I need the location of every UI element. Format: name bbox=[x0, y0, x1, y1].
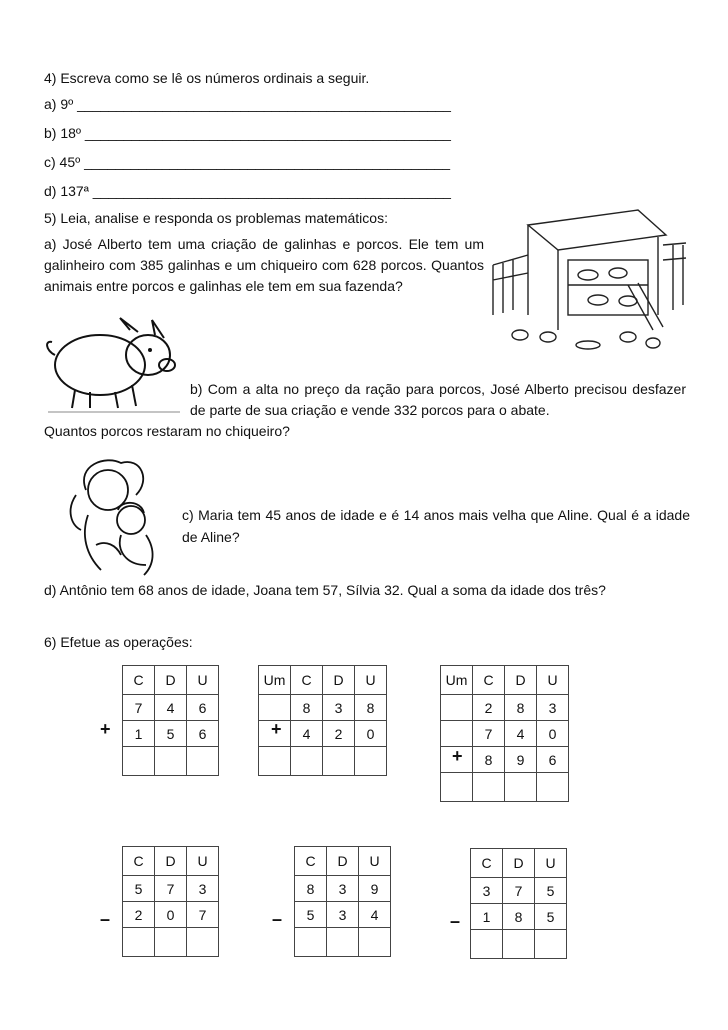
q4-item-a-label: a) 9º bbox=[44, 96, 74, 112]
answer-cell[interactable] bbox=[327, 928, 359, 957]
q5-problem-a: a) José Alberto tem uma criação de galinhas e porcos. Ele tem um galinheiro com 385 galinhas e um chiqueiro com 628 porcos. Quantos animais entre porcos e galinhas ele tem em sua fazenda? bbox=[44, 236, 484, 294]
mother-child-icon bbox=[66, 455, 176, 580]
header-u: U bbox=[355, 666, 387, 695]
digit-cell: 2 bbox=[123, 902, 155, 928]
answer-cell[interactable] bbox=[155, 747, 187, 776]
digit-cell: 8 bbox=[291, 695, 323, 721]
digit-cell: 8 bbox=[505, 695, 537, 721]
digit-cell: 4 bbox=[291, 721, 323, 747]
header-c: C bbox=[473, 666, 505, 695]
digit-cell: 4 bbox=[155, 695, 187, 721]
digit-cell bbox=[441, 721, 473, 747]
q4-item-d-label: d) 137ª bbox=[44, 183, 89, 199]
digit-cell: 7 bbox=[503, 878, 535, 904]
digit-cell: 8 bbox=[473, 747, 505, 773]
digit-cell: 5 bbox=[123, 876, 155, 902]
digit-cell: 6 bbox=[187, 721, 219, 747]
header-d: D bbox=[323, 666, 355, 695]
q4-item-b-label: b) 18º bbox=[44, 125, 82, 141]
digit-cell: 7 bbox=[123, 695, 155, 721]
digit-cell: 6 bbox=[537, 747, 569, 773]
answer-cell[interactable] bbox=[537, 773, 569, 802]
header-d: D bbox=[503, 849, 535, 878]
digit-cell: 7 bbox=[473, 721, 505, 747]
digit-cell: 3 bbox=[187, 876, 219, 902]
digit-cell: 3 bbox=[471, 878, 503, 904]
minus-sign: – bbox=[100, 909, 111, 929]
digit-cell: 5 bbox=[535, 878, 567, 904]
answer-cell[interactable] bbox=[259, 747, 291, 776]
digit-cell: 2 bbox=[473, 695, 505, 721]
digit-cell: 9 bbox=[505, 747, 537, 773]
answer-cell[interactable] bbox=[503, 930, 535, 959]
q6-title: 6) Efetue as operações: bbox=[44, 634, 193, 650]
header-d: D bbox=[155, 847, 187, 876]
digit-cell: 4 bbox=[359, 902, 391, 928]
answer-cell[interactable] bbox=[471, 930, 503, 959]
digit-cell: 5 bbox=[295, 902, 327, 928]
pig-icon bbox=[40, 310, 185, 415]
header-u: U bbox=[535, 849, 567, 878]
header-c: C bbox=[471, 849, 503, 878]
answer-cell[interactable] bbox=[123, 928, 155, 957]
q5-problem-d: d) Antônio tem 68 anos de idade, Joana tem 57, Sílvia 32. Qual a soma da idade dos três? bbox=[44, 582, 606, 598]
q4-item-b-blank[interactable]: _______________________________________________ bbox=[84, 125, 451, 141]
plus-sign: + bbox=[100, 719, 111, 739]
digit-cell: 5 bbox=[155, 721, 187, 747]
digit-cell bbox=[441, 695, 473, 721]
subtraction-table-3 bbox=[470, 848, 567, 959]
q4-item-d bbox=[44, 183, 451, 199]
answer-cell[interactable] bbox=[473, 773, 505, 802]
digit-cell: 0 bbox=[537, 721, 569, 747]
digit-cell: 7 bbox=[187, 902, 219, 928]
plus-sign: + bbox=[271, 719, 282, 739]
answer-cell[interactable] bbox=[187, 747, 219, 776]
header-c: C bbox=[123, 847, 155, 876]
digit-cell: 3 bbox=[537, 695, 569, 721]
digit-cell: 3 bbox=[327, 902, 359, 928]
subtraction-table-1 bbox=[122, 846, 219, 957]
answer-cell[interactable] bbox=[505, 773, 537, 802]
q4-item-c bbox=[44, 154, 450, 170]
digit-cell: 9 bbox=[359, 876, 391, 902]
header-um: Um bbox=[259, 666, 291, 695]
header-u: U bbox=[359, 847, 391, 876]
digit-cell: 5 bbox=[535, 904, 567, 930]
answer-cell[interactable] bbox=[535, 930, 567, 959]
header-u: U bbox=[537, 666, 569, 695]
digit-cell: 2 bbox=[323, 721, 355, 747]
q4-item-c-blank[interactable]: _______________________________________________ bbox=[84, 154, 451, 170]
q4-title: 4) Escreva como se lê os números ordinais a seguir. bbox=[44, 70, 370, 86]
header-c: C bbox=[295, 847, 327, 876]
digit-cell: 8 bbox=[503, 904, 535, 930]
answer-cell[interactable] bbox=[123, 747, 155, 776]
digit-cell bbox=[259, 695, 291, 721]
q4-item-c-label: c) 45º bbox=[44, 154, 81, 170]
digit-cell: 1 bbox=[471, 904, 503, 930]
header-u: U bbox=[187, 666, 219, 695]
digit-cell: 6 bbox=[187, 695, 219, 721]
digit-cell: 3 bbox=[327, 876, 359, 902]
digit-cell: 8 bbox=[295, 876, 327, 902]
digit-cell: 7 bbox=[155, 876, 187, 902]
q5-problem-c: c) Maria tem 45 anos de idade e é 14 anos mais velha que Aline. Qual é a idade de Aline? bbox=[182, 507, 690, 545]
minus-sign: – bbox=[450, 911, 461, 931]
q4-item-a bbox=[44, 96, 451, 112]
digit-cell: 4 bbox=[505, 721, 537, 747]
q4-item-a-blank[interactable]: ________________________________________________ bbox=[77, 96, 451, 112]
q5-title: 5) Leia, analise e responda os problemas matemáticos: bbox=[44, 210, 388, 226]
header-c: C bbox=[123, 666, 155, 695]
answer-cell[interactable] bbox=[323, 747, 355, 776]
plus-sign: + bbox=[452, 746, 463, 766]
answer-cell[interactable] bbox=[359, 928, 391, 957]
digit-cell: 0 bbox=[355, 721, 387, 747]
answer-cell[interactable] bbox=[187, 928, 219, 957]
addition-table-1 bbox=[122, 665, 219, 776]
digit-cell: 8 bbox=[355, 695, 387, 721]
digit-cell: 3 bbox=[323, 695, 355, 721]
answer-cell[interactable] bbox=[291, 747, 323, 776]
q4-item-b bbox=[44, 125, 451, 141]
answer-cell[interactable] bbox=[155, 928, 187, 957]
digit-cell: 0 bbox=[155, 902, 187, 928]
header-c: C bbox=[291, 666, 323, 695]
q4-item-d-blank[interactable]: ______________________________________________ bbox=[92, 183, 451, 199]
addition-table-3 bbox=[440, 665, 569, 802]
subtraction-table-2 bbox=[294, 846, 391, 957]
answer-cell[interactable] bbox=[295, 928, 327, 957]
answer-cell[interactable] bbox=[441, 773, 473, 802]
header-d: D bbox=[505, 666, 537, 695]
header-d: D bbox=[155, 666, 187, 695]
answer-cell[interactable] bbox=[355, 747, 387, 776]
digit-cell: 1 bbox=[123, 721, 155, 747]
minus-sign: – bbox=[272, 909, 283, 929]
header-um: Um bbox=[441, 666, 473, 695]
chicken-coop-icon bbox=[488, 205, 688, 355]
q5-problem-b-part1: b) Com a alta no preço da ração para porcos, José Alberto precisou desfazer de parte de sua criação e vende 332 porcos para o abate. bbox=[190, 381, 686, 418]
q5-problem-b-part2: Quantos porcos restaram no chiqueiro? bbox=[44, 423, 290, 439]
header-d: D bbox=[327, 847, 359, 876]
header-u: U bbox=[187, 847, 219, 876]
